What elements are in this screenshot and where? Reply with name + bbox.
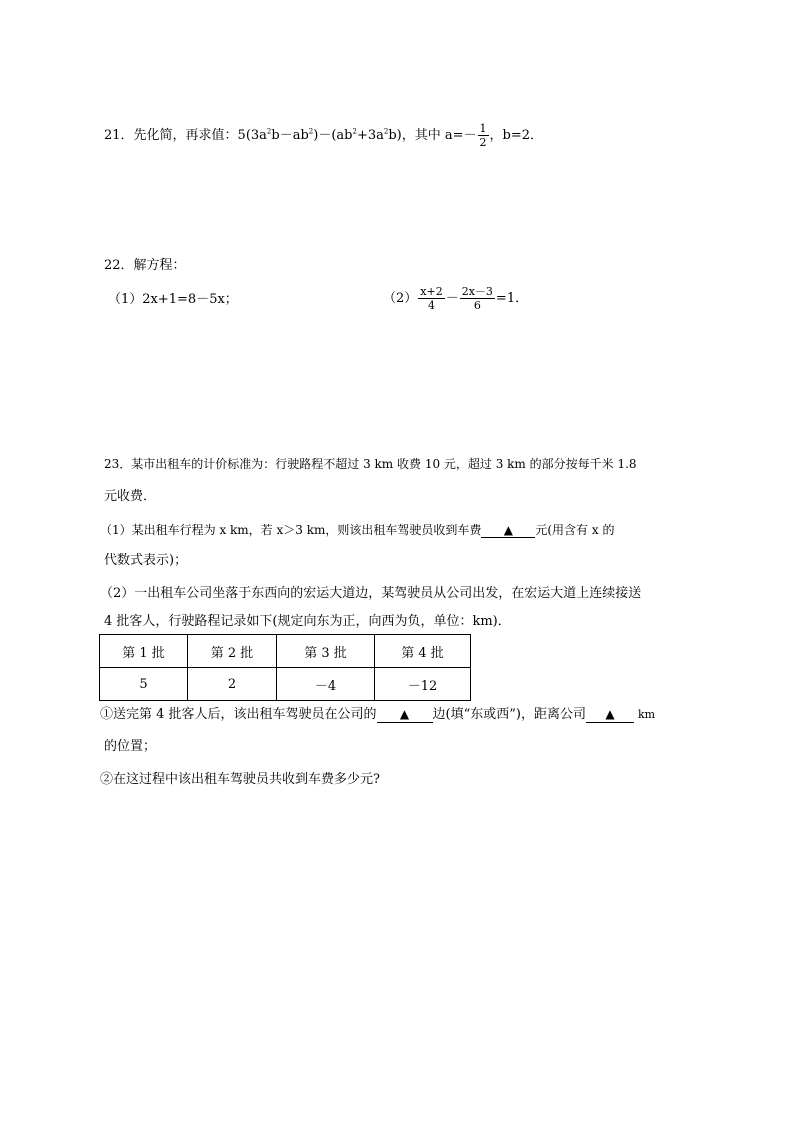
q21-expr-f: ，b=2． [489, 128, 544, 143]
q23-p1-answer-blank[interactable] [481, 523, 535, 538]
question-22-part-2 [383, 285, 528, 312]
q23-s1-text-b: 边(填“东或西”)，距离公司 [432, 707, 586, 722]
question-23-sub-1-cont: 的位置； [104, 739, 157, 754]
q21-sup-1: 2 [266, 127, 272, 136]
q23-s1-distance-blank[interactable] [586, 707, 634, 723]
q21-sup-3: 2 [352, 127, 357, 136]
q21-expr-e: b)，其中 a=－ [388, 128, 477, 143]
q21-label: 21．先化简，再求值： [104, 128, 238, 143]
table-header-cell: 第 3 批 [277, 635, 375, 668]
q22-fraction-1 [418, 285, 444, 312]
question-23-sub-2: ②在这过程中该出租车驾驶员共收到车费多少元? [100, 772, 380, 787]
q22-minus: － [445, 291, 459, 306]
q21-expr-d: +3a [356, 128, 384, 143]
q23-s1-direction-blank[interactable] [377, 707, 433, 723]
question-23-line-1: 23．某市出租车的计价标准为：行驶路程不超过 3 km 收费 10 元，超过 3 km 的部分按每千米 1.8 [104, 457, 637, 471]
q22-frac1-num: x+2 [420, 285, 443, 298]
triangle-icon: ▲ [605, 707, 615, 721]
table-header-row [100, 635, 471, 668]
q21-fraction [478, 122, 489, 149]
q21-expr-b: b－ab [271, 128, 309, 143]
q23-p1-text-b: 元(用含有 x 的 [535, 523, 615, 537]
batch-distance-table [99, 634, 471, 701]
q22-frac1-den: 4 [427, 299, 435, 312]
question-21 [104, 122, 543, 149]
question-22-label: 22．解方程： [104, 258, 186, 273]
q22-frac2-num: 2x－3 [461, 285, 493, 298]
question-23-part-1-cont: 代数式表示)； [104, 553, 188, 568]
q23-s1-text-a: ①送完第 4 批客人后，该出租车驾驶员在公司的 [100, 707, 377, 722]
q21-expr-c: )－(ab [313, 128, 353, 143]
question-23-part-2-cont: 4 批客人，行驶路程记录如下(规定向东为正，向西为负，单位：km)． [104, 614, 511, 629]
question-22-part-1: （1）2x+1=8－5x； [108, 292, 238, 307]
table-cell: －4 [277, 668, 375, 701]
q22-fraction-2 [460, 285, 495, 312]
q22-tail: =1． [495, 291, 529, 306]
q21-sup-4: 2 [383, 127, 389, 136]
q22-p2-label: （2） [383, 291, 418, 306]
q21-expr-a: 5(3a [237, 128, 267, 143]
q21-sup-2: 2 [308, 127, 314, 136]
table-cell: －12 [375, 668, 471, 701]
triangle-icon: ▲ [503, 523, 513, 537]
table-header-cell: 第 2 批 [188, 635, 277, 668]
question-23-part-2: （2）一出租车公司坐落于东西向的宏运大道边，某驾驶员从公司出发，在宏运大道上连续接送 [100, 586, 642, 601]
q21-frac-num: 1 [479, 122, 487, 135]
question-23-part-1 [100, 522, 614, 538]
triangle-icon: ▲ [399, 707, 410, 721]
q23-s1-unit: km [637, 708, 656, 721]
question-23-line-2: 元收费． [104, 489, 157, 504]
table-header-cell: 第 4 批 [375, 635, 471, 668]
table-cell: 5 [100, 668, 188, 701]
table-header-cell: 第 1 批 [100, 635, 188, 668]
q21-frac-den: 2 [479, 136, 487, 149]
question-23-sub-1 [100, 707, 655, 723]
table-row [100, 668, 471, 701]
table-cell: 2 [188, 668, 277, 701]
q22-frac2-den: 6 [473, 299, 481, 312]
q23-p1-text-a: （1）某出租车行程为 x km，若 x＞3 km，则该出租车驾驶员收到车费 [100, 523, 482, 537]
